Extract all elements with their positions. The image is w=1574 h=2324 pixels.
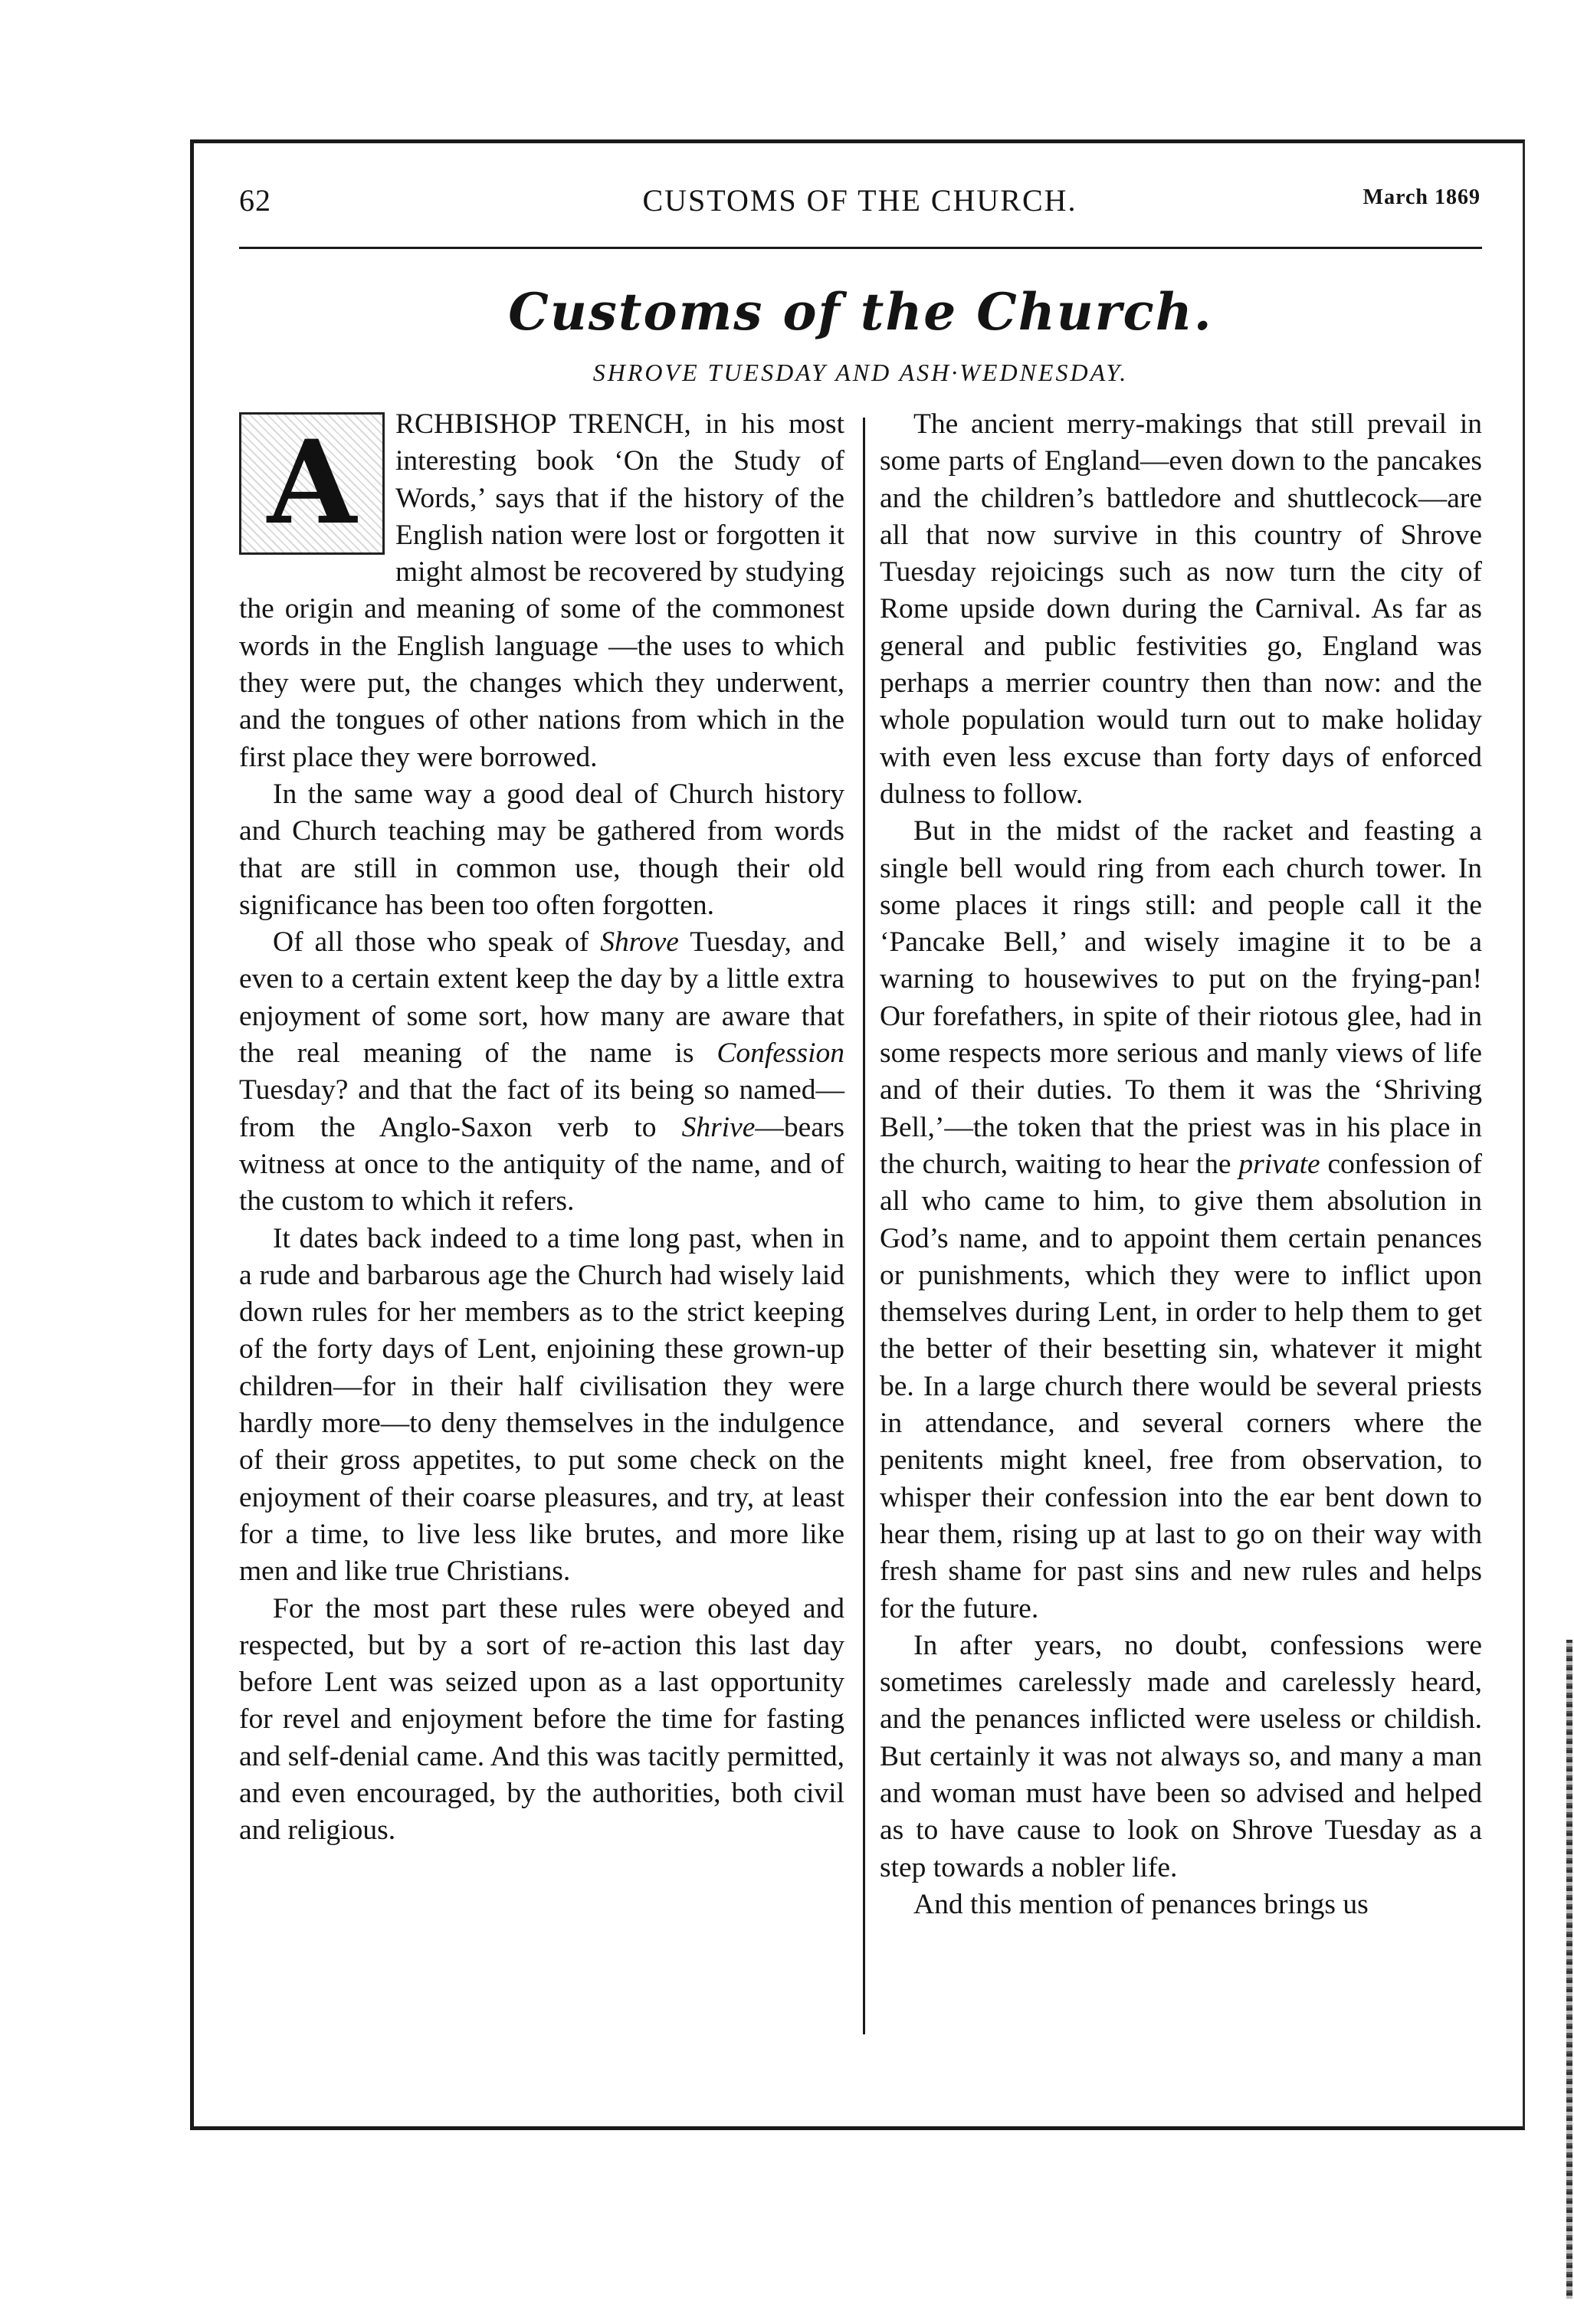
paragraph (239, 406, 844, 776)
running-title: CUSTOMS OF THE CHURCH. (642, 183, 1077, 218)
paragraph (880, 813, 1482, 1627)
running-head (239, 182, 1481, 228)
text-run: Of all those who speak of (273, 926, 601, 959)
paragraph: And this mention of penances brings us (913, 1888, 1369, 1920)
dropcap-letter: A (267, 415, 357, 550)
paragraph: For the most part these rules were obeyed and respected, but by a sort of re-action this last day before Lent was seized upon as a last opportunity for revel and enjoyment before the time for fasting and self-denial came. And this was tacitly permitted, and even encouraged, by the authorities, both civil and religious. (239, 1592, 844, 1847)
paragraph: In after years, no doubt, confessions were sometimes carelessly made and carelessly heard, and the penances inflicted were useless or childish. But certainly it was not always so, and many a man and woman must have been so advised and helped as to have cause to look on Shrove Tuesday as a step towards a nobler life. (880, 1629, 1482, 1883)
italic-term: Shrive (681, 1111, 756, 1143)
italic-term: Shrove (600, 926, 679, 959)
text-run: But in the midst of the racket and feasting a single bell would ring from each church tower. In some places it rings still: and people call it the ‘Pancake Bell,’ and wisely imagine it to be a warning to housewives to put on the frying-pan! Our forefathers, in spite of their riotous glee, had in some respects more serious and manly views of life and of their duties. To them it was the ‘Shriving Bell,’—the token that the priest was in his place in the church, waiting to hear the (880, 815, 1482, 1180)
article-subtitle: SHROVE TUESDAY AND ASH·WEDNESDAY. (592, 359, 1129, 386)
paragraph: In the same way a good deal of Church history and Church teaching may be gathered from words that are still in common use, though their old significance has been too often forgotten. (239, 778, 844, 921)
text-run: confession of all who came to him, to give them absolution in God’s name, and to appoint them certain penances or punishments, which they were to inflict upon themselves during Lent, in order to help them to get the better of their besetting sin, whatever it might be. In a large church there would be several priests in attendance, and several corners where the penitents might kneel, free from observation, to whisper their confession into the ear bent down to hear them, rising up at last to go on their way with fresh shame for past sins and new rules and helps for the future. (880, 1148, 1482, 1624)
column-divider (863, 418, 865, 2034)
scan-edge-artifact (1566, 1640, 1572, 2299)
paragraph: It dates back indeed to a time long past, when in a rude and barbarous age the Church had wisely laid down rules for her members as to the strict keeping of the forty days of Lent, enjoining these grown-up children—for in their half civilisation they were hardly more—to deny themselves in the indulgence of their gross appetites, to put some check on the enjoyment of their coarse pleasures, and try, at least for a time, to live less like brutes, and more like men and like true Christians. (239, 1222, 844, 1588)
paragraph-text: RCHBISHOP TRENCH, in his most interesting book ‘On the Study of Words,’ says that if the history of the English nation were lost or forgotten it might almost be recovered by studying the origin and meaning of some of the commonest words in the English language —the uses to which they were put, the changes which they underwent, and the tongues of other nations from which in the first place they were borrowed. (239, 408, 844, 773)
italic-term: Confession (716, 1037, 844, 1070)
article-title: Customs of the Church. (508, 282, 1213, 342)
ornamental-initial (239, 412, 385, 555)
text-run: Tuesday, and even to a certain extent keep the day by a little extra enjoyment of some sort, how many are aware that the real meaning of the name is (239, 926, 844, 1070)
left-column (239, 406, 844, 1850)
text-run: Tuesday? and that the fact of its being so named—from the Anglo-Saxon verb to (239, 1074, 844, 1143)
issue-date: March 1869 (1362, 185, 1481, 209)
paragraph (239, 924, 844, 1220)
italic-term: private (1238, 1148, 1320, 1180)
text-run: —bears witness at once to the antiquity of the name, and of the custom to which it refers. (239, 1111, 844, 1218)
paragraph: The ancient merry-makings that still prevail in some parts of England—even down to the pancakes and the children’s battledore and shuttlecock—are all that now survive in this country of Shrove Tuesday rejoicings such as now turn the city of Rome upside down during the Carnival. As far as general and public festivities go, England was perhaps a merrier country then than now: and the whole population would turn out to make holiday with even less excuse than forty days of enforced dulness to follow. (880, 408, 1482, 810)
header-rule (239, 247, 1482, 249)
page-number: 62 (239, 183, 271, 218)
right-column (880, 406, 1482, 1923)
